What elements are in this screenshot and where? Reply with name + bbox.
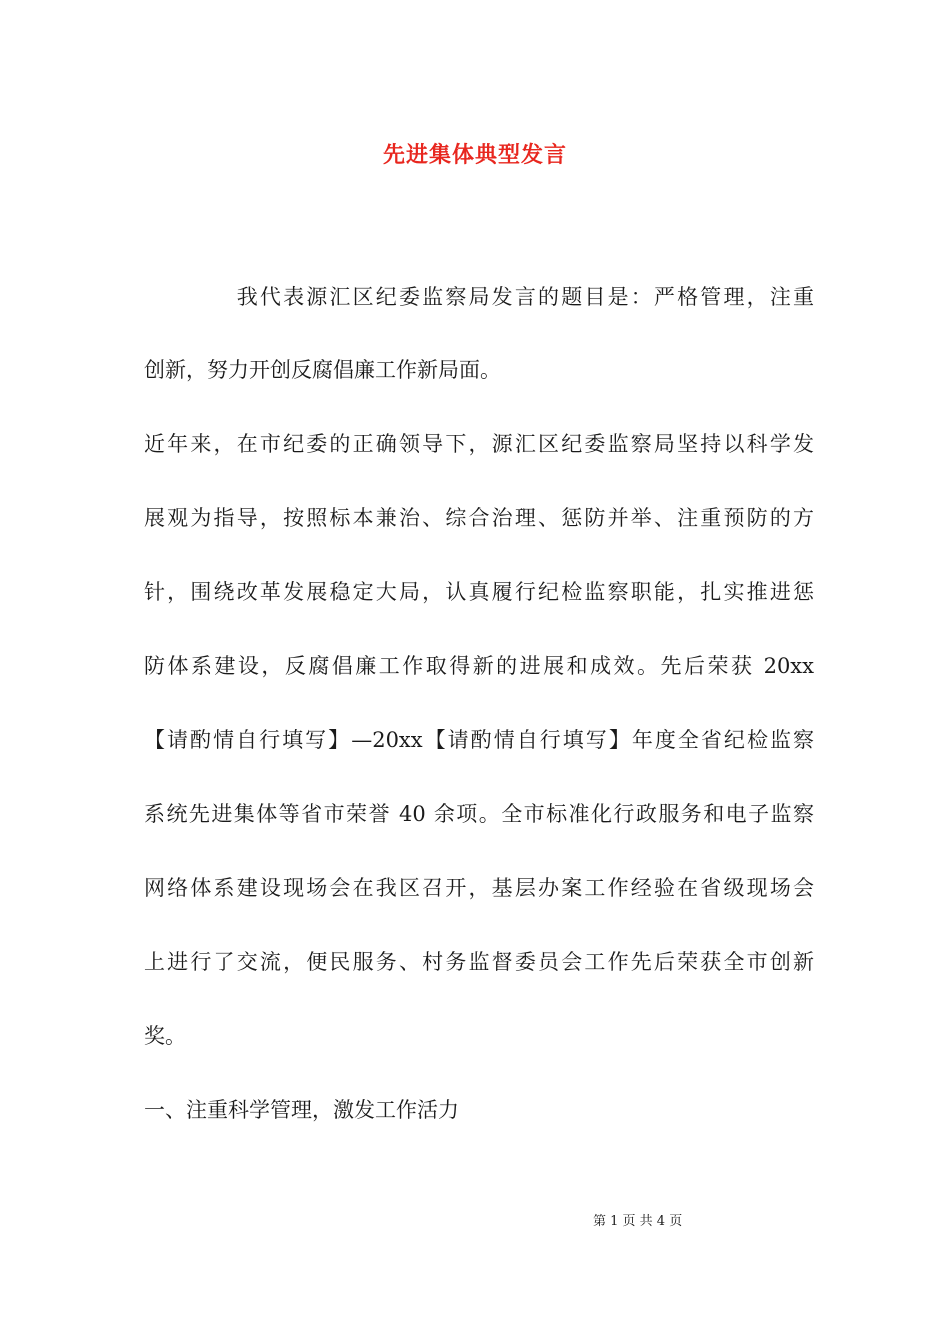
- paragraph-line: 防体系建设，反腐倡廉工作取得新的进展和成效。先后荣获 20xx: [144, 654, 814, 678]
- paragraph-line: 奖。: [144, 1024, 186, 1048]
- page-number: 第 1 页 共 4 页: [593, 1214, 683, 1229]
- paragraph-line: 针，围绕改革发展稳定大局，认真履行纪检监察职能，扎实推进惩: [144, 580, 814, 604]
- section-heading: 一、注重科学管理，激发工作活力: [144, 1098, 459, 1122]
- paragraph-line: 上进行了交流，便民服务、村务监督委员会工作先后荣获全市创新: [144, 950, 814, 974]
- paragraph-line: 系统先进集体等省市荣誉 40 余项。全市标准化行政服务和电子监察: [144, 802, 814, 826]
- paragraph-line: 我代表源汇区纪委监察局发言的题目是：严格管理，注重: [144, 285, 814, 309]
- paragraph-line: 网络体系建设现场会在我区召开，基层办案工作经验在省级现场会: [144, 876, 814, 900]
- paragraph-line: 近年来，在市纪委的正确领导下，源汇区纪委监察局坚持以科学发: [144, 432, 814, 456]
- paragraph-line: 展观为指导，按照标本兼治、综合治理、惩防并举、注重预防的方: [144, 506, 814, 530]
- paragraph-line: 【请酌情自行填写】—20xx【请酌情自行填写】年度全省纪检监察: [144, 728, 814, 752]
- paragraph-line: 创新，努力开创反腐倡廉工作新局面。: [144, 358, 501, 382]
- document-title: 先进集体典型发言: [382, 142, 567, 168]
